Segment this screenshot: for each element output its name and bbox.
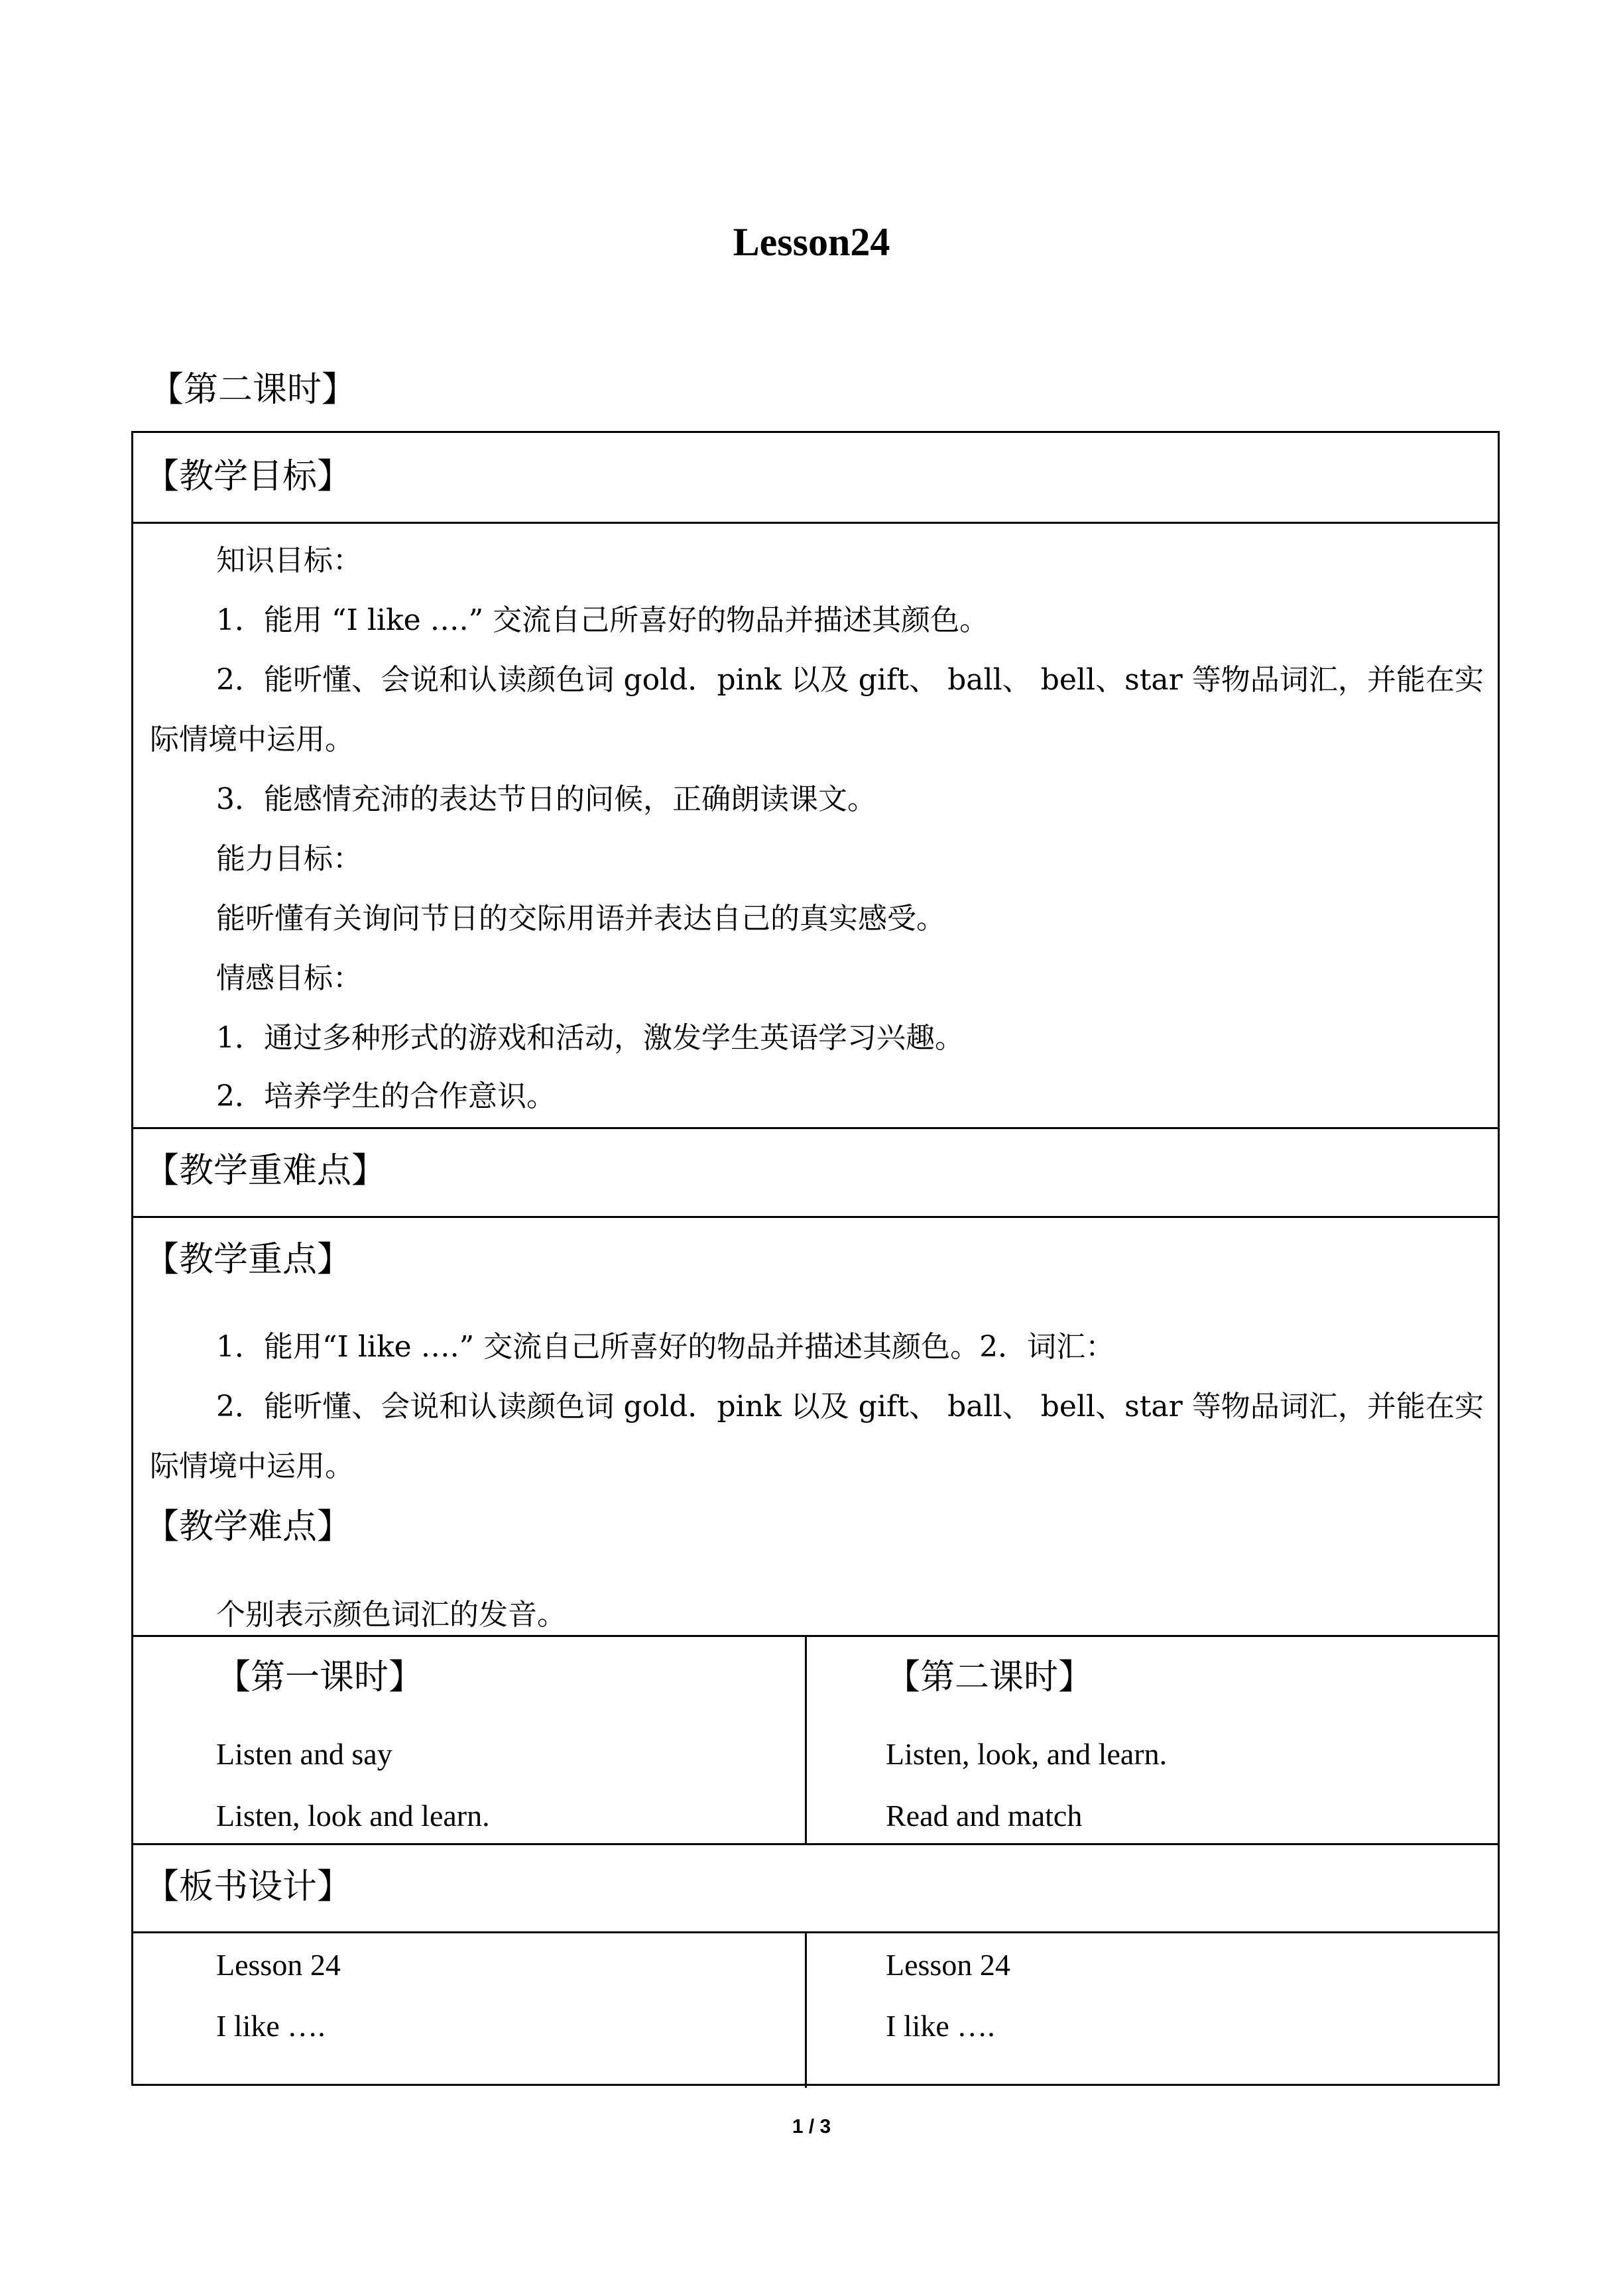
emotion-item-2: 2．培养学生的合作意识。 [216,1079,556,1113]
period-1-item: Listen, look and learn. [216,1799,490,1833]
key-point-2: 2．能听懂、会说和认读颜色词 gold．pink 以及 gift、 ball、 bell、star 等物品词汇，并能在实际情境中运用。 [150,1390,1484,1483]
lesson-plan-table [131,431,1500,2086]
period-2-item: Listen, look, and learn. [886,1737,1168,1771]
column-divider [805,1931,807,2088]
row-divider [133,1635,1498,1637]
key-points-header: 【教学重点】 [145,1240,352,1280]
key-difficult-header: 【教学重难点】 [145,1151,387,1191]
row-divider [133,1216,1498,1218]
difficult-point-text: 个别表示颜色词汇的发音。 [216,1598,566,1632]
objectives-header: 【教学目标】 [145,457,352,497]
emotion-item-1: 1．通过多种形式的游戏和活动，激发学生英语学习兴趣。 [216,1021,964,1055]
difficult-points-header: 【教学难点】 [145,1507,352,1547]
knowledge-item-2: 2．能听懂、会说和认读颜色词 gold．pink 以及 gift、 ball、 bell、star 等物品词汇，并能在实际情境中运用。 [150,663,1484,756]
key-point-1: 1．能用“I like ….” 交流自己所喜好的物品并描述其颜色。2．词汇： [216,1330,1115,1364]
board-design-header: 【板书设计】 [145,1867,352,1907]
ability-text: 能听懂有关询问节日的交际用语并表达自己的真实感受。 [216,902,945,936]
row-divider [133,1931,1498,1933]
period-2-header: 【第二课时】 [886,1658,1093,1697]
knowledge-item-3: 3．能感情充沛的表达节日的问候，正确朗读课文。 [216,782,876,816]
board-left-item: I like …. [216,2009,326,2043]
ability-label: 能力目标： [216,842,362,876]
row-divider [133,522,1498,524]
page-indicator: 1 / 3 [792,2116,831,2138]
row-divider [133,1127,1498,1129]
period-1-header: 【第一课时】 [216,1658,424,1697]
knowledge-item-1: 1．能用 “I like ….” 交流自己所喜好的物品并描述其颜色。 [216,603,989,637]
period-1-item: Listen and say [216,1737,392,1771]
board-right-item: I like …. [886,2009,995,2043]
column-divider [805,1635,807,1843]
row-divider [133,1843,1498,1845]
period-2-item: Read and match [886,1799,1083,1833]
board-left-item: Lesson 24 [216,1948,341,1982]
section-label: 【第二课时】 [149,370,357,410]
page-title: Lesson24 [733,220,890,264]
emotion-label: 情感目标： [216,961,362,995]
knowledge-label: 知识目标： [216,544,362,577]
board-right-item: Lesson 24 [886,1948,1010,1982]
